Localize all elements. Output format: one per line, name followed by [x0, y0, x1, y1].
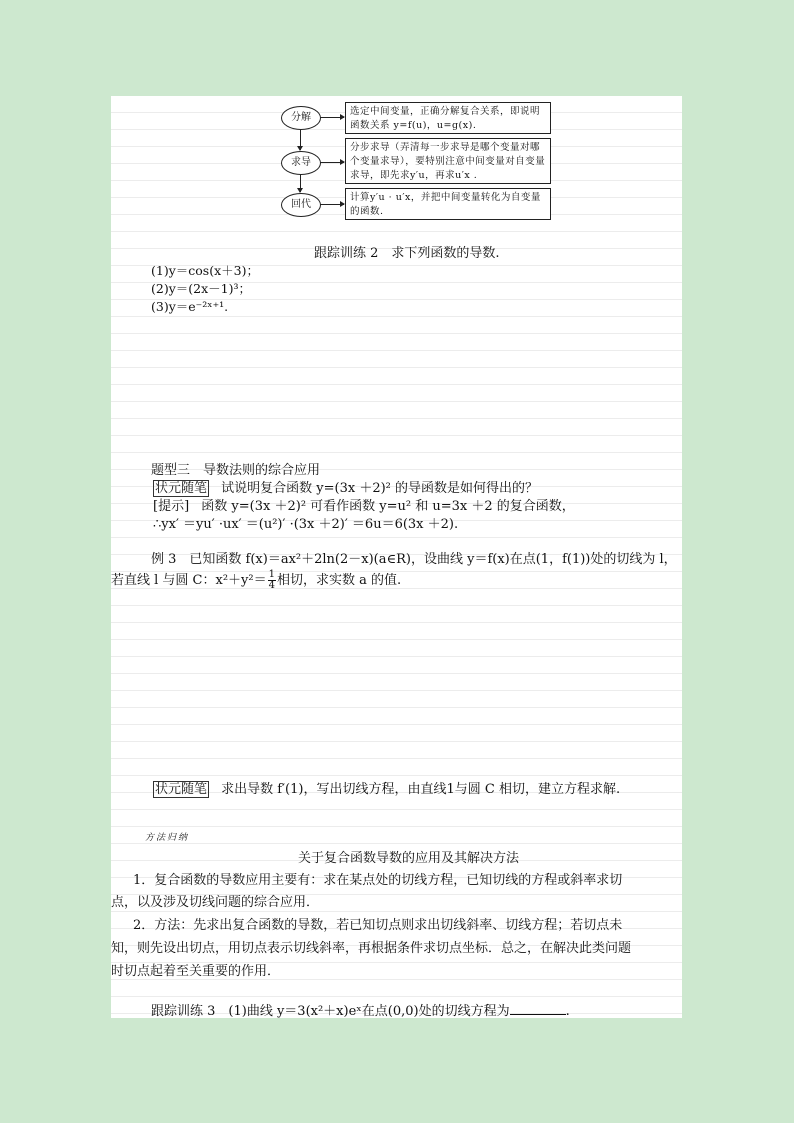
practice3-line [151, 1000, 570, 1019]
answer-blank[interactable] [510, 1002, 566, 1015]
method-p2-line3: 时切点起着至关重要的作用． [111, 964, 281, 979]
flow-node-substitute: 回代 [281, 193, 321, 217]
method-p1-line2: 点，以及涉及切线问题的综合应用． [111, 895, 320, 910]
method-label: 方法归纳 [145, 833, 190, 843]
document-page [111, 96, 682, 1018]
flow-arrow [320, 204, 344, 205]
flow-box-substitute: 计算y′u · u′x，并把中间变量转化为自变量的函数. [345, 188, 551, 220]
example3-line2-a: 若直线 l 与圆 C：x²＋y²＝ [111, 573, 267, 588]
method-title: 关于复合函数导数的应用及其解决方法 [298, 851, 520, 866]
fraction [268, 570, 276, 591]
method-p1-line1: 1．复合函数的导数应用主要有：求在某点处的切线方程，已知切线的方程或斜率求切 [133, 873, 623, 888]
hint-line [153, 495, 575, 514]
fraction-denominator: 4 [268, 580, 275, 591]
fraction-numerator: 1 [268, 569, 275, 580]
flow-arrow [320, 117, 344, 118]
tip-tag: 状元随笔 [155, 481, 208, 496]
tip2-tag: 状元随笔 [155, 782, 208, 797]
flow-node-decompose: 分解 [281, 106, 321, 130]
example3-line1: 例 3 已知函数 f(x)＝ax²＋2ln(2－x)(a∈R)，设曲线 y＝f(x)在点(1，f(1))处的切线为 l， [151, 552, 677, 567]
flow-arrow [320, 162, 344, 163]
practice3-text: 跟踪训练 3 (1)曲线 y＝3(x²＋x)eˣ在点(0,0)处的切线方程为 [151, 1004, 510, 1019]
hint-label: [提示] [153, 499, 190, 514]
flow-box-derive: 分步求导（弄清每一步求导是哪个变量对哪个变量求导），要特别注意中间变量对自变量求导，即先求y′u，再求u′x . [345, 138, 551, 184]
tip-question [153, 477, 538, 496]
practice2-title: 跟踪训练 2 求下列函数的导数. [314, 246, 500, 261]
flow-box-decompose: 选定中间变量，正确分解复合关系，即说明函数关系 y=f(u)，u=g(x). [345, 102, 551, 134]
section-heading: 题型三 导数法则的综合应用 [151, 463, 321, 478]
tip-question-text: 试说明复合函数 y=(3x ＋2)² 的导函数是如何得出的？ [221, 481, 539, 496]
example3-line2 [111, 569, 401, 591]
flow-connector [300, 129, 301, 150]
derivation-line: ∴yx′ ＝yu′ ·ux′ ＝(u²)′ ·(3x ＋2)′ ＝6u＝6(3x ＋2). [153, 517, 459, 532]
flow-node-derive: 求导 [281, 151, 321, 175]
tip2-text: 求出导数 f′(1)，写出切线方程，由直线1与圆 C 相切，建立方程求解. [221, 782, 621, 797]
method-p2-line1: 2．方法：先求出复合函数的导数，若已知切点则求出切线斜率、切线方程；若切点未 [133, 918, 623, 933]
tip2-line [153, 778, 620, 797]
practice2-item-2: (2)y＝(2x－1)³； [151, 281, 251, 296]
flow-connector [300, 174, 301, 192]
practice2-item-1: (1)y＝cos(x＋3)； [151, 263, 259, 278]
example3-line2-b: 相切，求实数 a 的值. [276, 573, 402, 588]
method-p2-line2: 知，则先设出切点，用切点表示切线斜率，再根据条件求切点坐标．总之，在解决此类问题 [111, 941, 632, 956]
practice3-end: . [565, 1004, 570, 1019]
practice2-item-3: (3)y＝e⁻²ˣ⁺¹. [151, 299, 229, 314]
hint-text: 函数 y=(3x ＋2)² 可看作函数 y=u² 和 u=3x ＋2 的复合函数， [201, 499, 575, 514]
